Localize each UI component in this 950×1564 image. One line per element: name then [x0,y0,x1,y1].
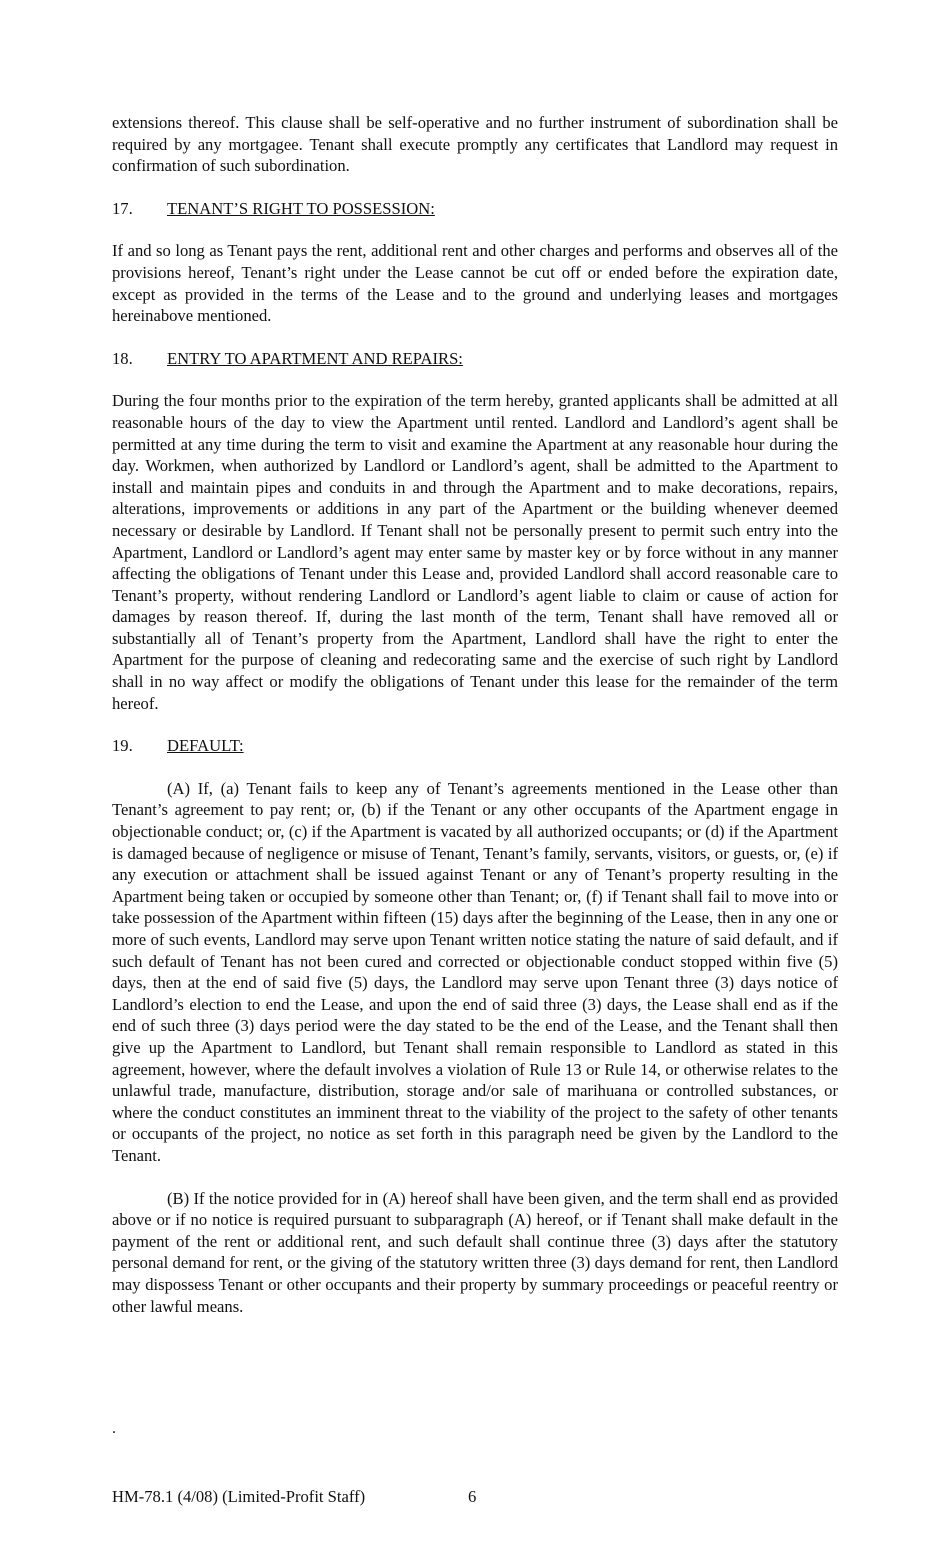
section-17-title: TENANT’S RIGHT TO POSSESSION: [167,198,435,218]
section-18-title: ENTRY TO APARTMENT AND REPAIRS: [167,348,463,368]
document-page [112,112,838,1338]
section-17-number: 17. [112,198,133,218]
footer-form-id: HM-78.1 (4/08) (Limited-Profit Staff) [112,1487,366,1506]
section-17-heading [112,198,838,220]
section-19-number: 19. [112,736,133,756]
section-18-body: During the four months prior to the expiration of the term hereby, granted applicants shall be admitted at all reasonable hours of the day to view the Apartment until rented. Landlord and Landlord’s agent shall be permitted at any time during the term to visit and examine the Apartment at any reasonable hour during the day. Workmen, when authorized by Landlord or Landlord’s agent, shall be admitted to the Apartment to install and maintain pipes and conduits in and through the Apartment and to make decorations, repairs, alterations, improvements or additions in any part of the Apartment or the building whenever deemed necessary or desirable by Landlord. If Tenant shall not be personally present to permit such entry into the Apartment, Landlord or Landlord’s agent may enter same by master key or by force without in any manner affecting the obligations of Tenant under this Lease and, provided Landlord shall accord reasonable care to Tenant’s property, without rendering Landlord or Landlord’s agent liable to claim or cause of action for damages by reason thereof. If, during the last month of the term, Tenant shall have removed all or substantially all of Tenant’s property from the Apartment, Landlord shall have the right to enter the Apartment for the purpose of cleaning and redecorating same and the exercise of such right by Landlord shall in no way affect or modify the obligations of Tenant under this lease for the remainder of the term hereof. [112,391,838,713]
section-19-heading [112,735,838,757]
continued-paragraph: extensions thereof. This clause shall be self-operative and no further instrument of subordination shall be required by any mortgagee. Tenant shall execute promptly any certificates that Landlord may request in confirmation of such subordination. [112,113,838,176]
section-19-title: DEFAULT: [167,736,244,756]
section-18-number: 18. [112,348,133,368]
section-18-heading [112,348,838,370]
stray-period-mark: . [112,1420,116,1437]
footer-page-number: 6 [468,1487,477,1506]
page-footer [112,1487,476,1507]
section-17-body: If and so long as Tenant pays the rent, additional rent and other charges and performs and observes all of the provisions hereof, Tenant’s right under the Lease cannot be cut off or ended before the expiration date, except as provided in the terms of the Lease and to the ground and underlying leases and mortgages hereinabove mentioned. [112,241,838,326]
section-19-paragraph-b: (B) If the notice provided for in (A) hereof shall have been given, and the term shall end as provided above or if no notice is required pursuant to subparagraph (A) hereof, or if Tenant shall make default in the payment of the rent or additional rent, and such default shall continue three (3) days after the statutory personal demand for rent, or the giving of the statutory written three (3) days demand for rent, then Landlord may dispossess Tenant or other occupants and their property by summary proceedings or peaceful reentry or other lawful means. [112,1188,838,1316]
section-19-paragraph-a: (A) If, (a) Tenant fails to keep any of Tenant’s agreements mentioned in the Lease other than Tenant’s agreement to pay rent; or, (b) if the Tenant or any other occupants of the Apartment engage in objectionable conduct; or, (c) if the Apartment is vacated by all authorized occupants; or (d) if the Apartment is damaged because of negligence or misuse of Tenant, Tenant’s family, servants, visitors, or guests, or, (e) if any execution or attachment shall be issued against Tenant or any of Tenant’s property resulting in the Apartment being taken or occupied by someone other than Tenant; or, (f) if Tenant shall fail to move into or take possession of the Apartment within fifteen (15) days after the beginning of the Lease, then in any one or more of such events, Landlord may serve upon Tenant written notice stating the nature of said default, and if such default of Tenant has not been cured and corrected or objectionable conduct stopped within five (5) days, then at the end of said five (5) days, the Landlord may serve upon Tenant three (3) days notice of Landlord’s election to end the Lease, and upon the end of said three (3) days, the Lease shall end as if the end of such three (3) days period were the day stated to be the end of the Lease, and the Tenant shall then give up the Apartment to Landlord, but Tenant shall remain responsible to Landlord as stated in this agreement, however, where the default involves a violation of Rule 13 or Rule 14, or otherwise relates to the unlawful trade, manufacture, distribution, storage and/or sale of marihuana or controlled substances, or where the conduct constitutes an imminent threat to the viability of the project to the safety of other tenants or occupants of the project, no notice as set forth in this paragraph need be given by the Landlord to the Tenant. [112,778,838,1165]
